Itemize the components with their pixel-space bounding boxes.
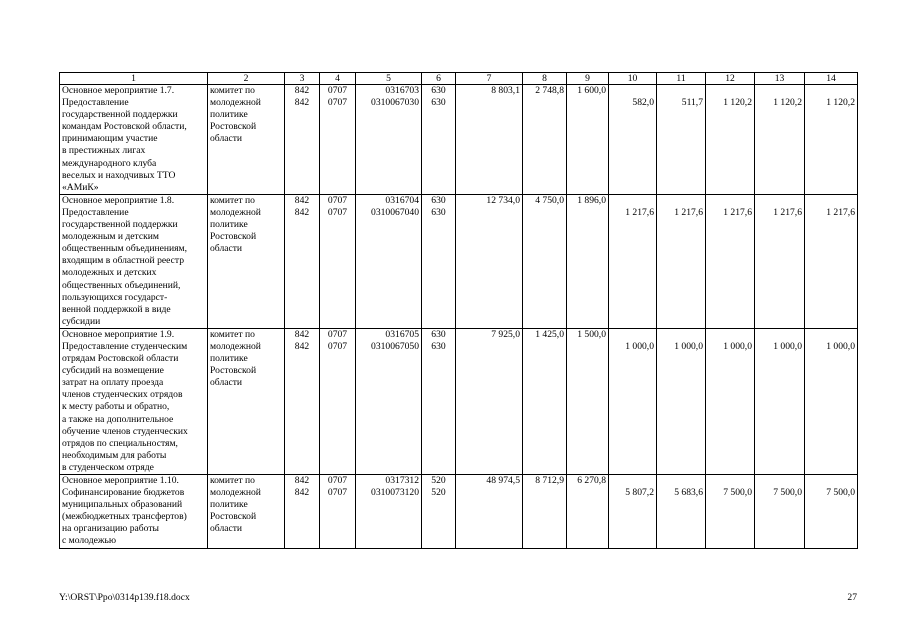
- value-v13: 1 217,6: [755, 194, 805, 328]
- executor: [208, 328, 285, 474]
- cell-line: Основное мероприятие 1.7.: [62, 85, 175, 96]
- cell-line: Предоставление студенческим: [62, 340, 188, 352]
- cell-line: муниципальных образований: [62, 499, 183, 511]
- cell-line: веселых и находчивых ТТО: [62, 169, 176, 181]
- cell-line: затрат на оплату проезда: [62, 377, 164, 389]
- rzpr-code: [320, 328, 356, 474]
- cell-line: Ростовской: [210, 511, 257, 523]
- cell-line: отрядам Ростовской области: [62, 353, 179, 365]
- value-col8: 4 750,0: [523, 194, 567, 328]
- cell-line: комитет по: [210, 328, 255, 340]
- cell-line: общественных объединений,: [62, 279, 181, 291]
- csr-code: [356, 328, 422, 474]
- value-v11: 511,7: [657, 85, 706, 195]
- cell-line: 630: [431, 328, 446, 340]
- value-total: 48 974,5: [456, 475, 523, 549]
- value-v12: 1 120,2: [706, 85, 755, 195]
- value-v13: 1 120,2: [755, 85, 805, 195]
- col-header: 9: [567, 73, 609, 85]
- executor: [208, 85, 285, 195]
- col-header: 13: [755, 73, 805, 85]
- cell-line: комитет по: [210, 194, 255, 206]
- cell-line: принимающим участие: [62, 133, 158, 145]
- cell-line: Основное мероприятие 1.9.: [62, 328, 175, 340]
- cell-line: 630: [431, 194, 446, 206]
- value-total: 7 925,0: [456, 328, 523, 474]
- cell-line: 520: [431, 487, 446, 499]
- table-row: [60, 475, 858, 549]
- cell-line: 0316705: [385, 328, 419, 340]
- cell-line: на организацию работы: [62, 523, 159, 535]
- cell-line: комитет по: [210, 85, 255, 96]
- value-v14: 7 500,0: [805, 475, 858, 549]
- value-v14: 1 000,0: [805, 328, 858, 474]
- csr-code: [356, 194, 422, 328]
- vr-code: [422, 85, 456, 195]
- cell-line: политике: [210, 499, 248, 511]
- value-v14: 1 217,6: [805, 194, 858, 328]
- rzpr-code: [320, 85, 356, 195]
- measure-description: [60, 328, 208, 474]
- cell-line: субсидий на возмещение: [62, 365, 164, 377]
- cell-line: 842: [294, 85, 310, 96]
- cell-line: Ростовской: [210, 121, 257, 133]
- cell-line: а также на дополнительное: [62, 413, 174, 425]
- value-col8: 1 425,0: [523, 328, 567, 474]
- value-v10: 582,0: [609, 85, 657, 195]
- cell-line: «АМиК»: [62, 181, 99, 193]
- value-v12: 1 217,6: [706, 194, 755, 328]
- cell-line: политике: [210, 109, 248, 121]
- cell-line: 0707: [327, 97, 348, 109]
- value-total: 8 803,1: [456, 85, 523, 195]
- rzpr-code: [320, 475, 356, 549]
- footer-filename: Y:\ORST\Ppo\0314p139.f18.docx: [59, 592, 190, 603]
- cell-line: венной поддержкой в виде: [62, 303, 171, 315]
- cell-line: Основное мероприятие 1.8.: [62, 194, 175, 206]
- cell-line: молодежной: [210, 97, 261, 109]
- cell-line: государственной поддержки: [62, 109, 178, 121]
- cell-line: входящим в областной реестр: [62, 255, 185, 267]
- cell-line: комитет по: [210, 475, 255, 486]
- col-header: 3: [285, 73, 320, 85]
- value-v13: 7 500,0: [755, 475, 805, 549]
- page-number: 27: [847, 592, 857, 603]
- cell-line: государственной поддержки: [62, 219, 178, 231]
- cell-line: к месту работы и обратно,: [62, 401, 170, 413]
- cell-line: 0310067050: [371, 340, 419, 352]
- value-col9: 1 500,0: [567, 328, 609, 474]
- cell-line: 842: [294, 97, 310, 109]
- cell-line: Софинансирование бюджетов: [62, 487, 185, 499]
- col-header: 11: [657, 73, 706, 85]
- col-header: 4: [320, 73, 356, 85]
- vr-code: [422, 328, 456, 474]
- cell-line: Ростовской: [210, 365, 257, 377]
- budget-table: [59, 72, 858, 549]
- value-total: 12 734,0: [456, 194, 523, 328]
- cell-line: 630: [431, 340, 446, 352]
- value-col9: 1 600,0: [567, 85, 609, 195]
- cell-line: 0707: [327, 194, 348, 206]
- cell-line: 0310067030: [371, 97, 419, 109]
- cell-line: субсидии: [62, 315, 101, 327]
- cell-line: 0317312: [385, 475, 419, 486]
- cell-line: 0310067040: [371, 206, 419, 218]
- cell-line: 0707: [327, 475, 348, 486]
- cell-line: 842: [294, 206, 310, 218]
- value-v10: 1 000,0: [609, 328, 657, 474]
- table-row: [60, 85, 858, 195]
- value-v12: 1 000,0: [706, 328, 755, 474]
- cell-line: 842: [294, 328, 310, 340]
- table-row: [60, 194, 858, 328]
- csr-code: [356, 475, 422, 549]
- value-v14: 1 120,2: [805, 85, 858, 195]
- cell-line: с молодежью: [62, 535, 117, 547]
- cell-line: политике: [210, 219, 248, 231]
- cell-line: 630: [431, 85, 446, 96]
- col-header: 7: [456, 73, 523, 85]
- cell-line: Основное мероприятие 1.10.: [62, 475, 179, 486]
- executor: [208, 475, 285, 549]
- grbs-code: [285, 85, 320, 195]
- cell-line: 842: [294, 194, 310, 206]
- measure-description: [60, 194, 208, 328]
- cell-line: области: [210, 243, 243, 255]
- cell-line: 842: [294, 475, 310, 486]
- cell-line: 0707: [327, 340, 348, 352]
- table-row: [60, 328, 858, 474]
- cell-line: области: [210, 377, 243, 389]
- cell-line: 0316704: [385, 194, 419, 206]
- cell-line: общественным объединениям,: [62, 243, 188, 255]
- cell-line: 520: [431, 475, 446, 486]
- cell-line: молодежных и детских: [62, 267, 157, 279]
- col-header: 6: [422, 73, 456, 85]
- cell-line: 630: [431, 206, 446, 218]
- cell-line: пользующихся государст-: [62, 291, 168, 303]
- cell-line: 842: [294, 487, 310, 499]
- cell-line: Предоставление: [62, 97, 129, 109]
- csr-code: [356, 85, 422, 195]
- grbs-code: [285, 475, 320, 549]
- executor: [208, 194, 285, 328]
- col-header: 1: [60, 73, 208, 85]
- value-col8: 8 712,9: [523, 475, 567, 549]
- value-col9: 1 896,0: [567, 194, 609, 328]
- col-header: 12: [706, 73, 755, 85]
- col-header: 5: [356, 73, 422, 85]
- value-v11: 5 683,6: [657, 475, 706, 549]
- cell-line: 0707: [327, 328, 348, 340]
- grbs-code: [285, 328, 320, 474]
- col-header: 2: [208, 73, 285, 85]
- cell-line: политике: [210, 353, 248, 365]
- cell-line: Ростовской: [210, 231, 257, 243]
- col-header: 8: [523, 73, 567, 85]
- cell-line: 0707: [327, 487, 348, 499]
- col-header: 10: [609, 73, 657, 85]
- header-row: [60, 73, 858, 85]
- cell-line: молодежным и детским: [62, 231, 159, 243]
- cell-line: Предоставление: [62, 206, 129, 218]
- cell-line: 630: [431, 97, 446, 109]
- cell-line: в престижных лигах: [62, 145, 146, 157]
- grbs-code: [285, 194, 320, 328]
- value-v10: 1 217,6: [609, 194, 657, 328]
- cell-line: отрядов по специальностям,: [62, 437, 178, 449]
- measure-description: [60, 475, 208, 549]
- cell-line: международного клуба: [62, 157, 157, 169]
- cell-line: 0707: [327, 85, 348, 96]
- vr-code: [422, 475, 456, 549]
- value-v12: 7 500,0: [706, 475, 755, 549]
- cell-line: молодежной: [210, 206, 261, 218]
- cell-line: членов студенческих отрядов: [62, 389, 183, 401]
- cell-line: 0316703: [385, 85, 419, 96]
- cell-line: молодежной: [210, 340, 261, 352]
- cell-line: молодежной: [210, 487, 261, 499]
- cell-line: 0310073120: [371, 487, 419, 499]
- cell-line: обучение членов студенческих: [62, 425, 188, 437]
- vr-code: [422, 194, 456, 328]
- cell-line: области: [210, 133, 243, 145]
- cell-line: (межбюджетных трансфертов): [62, 511, 187, 523]
- cell-line: области: [210, 523, 243, 535]
- value-v11: 1 217,6: [657, 194, 706, 328]
- cell-line: 0707: [327, 206, 348, 218]
- cell-line: командам Ростовской области,: [62, 121, 187, 133]
- measure-description: [60, 85, 208, 195]
- col-header: 14: [805, 73, 858, 85]
- rzpr-code: [320, 194, 356, 328]
- cell-line: в студенческом отряде: [62, 461, 154, 473]
- value-v10: 5 807,2: [609, 475, 657, 549]
- value-col9: 6 270,8: [567, 475, 609, 549]
- cell-line: 842: [294, 340, 310, 352]
- value-col8: 2 748,8: [523, 85, 567, 195]
- value-v11: 1 000,0: [657, 328, 706, 474]
- value-v13: 1 000,0: [755, 328, 805, 474]
- cell-line: необходимым для работы: [62, 449, 167, 461]
